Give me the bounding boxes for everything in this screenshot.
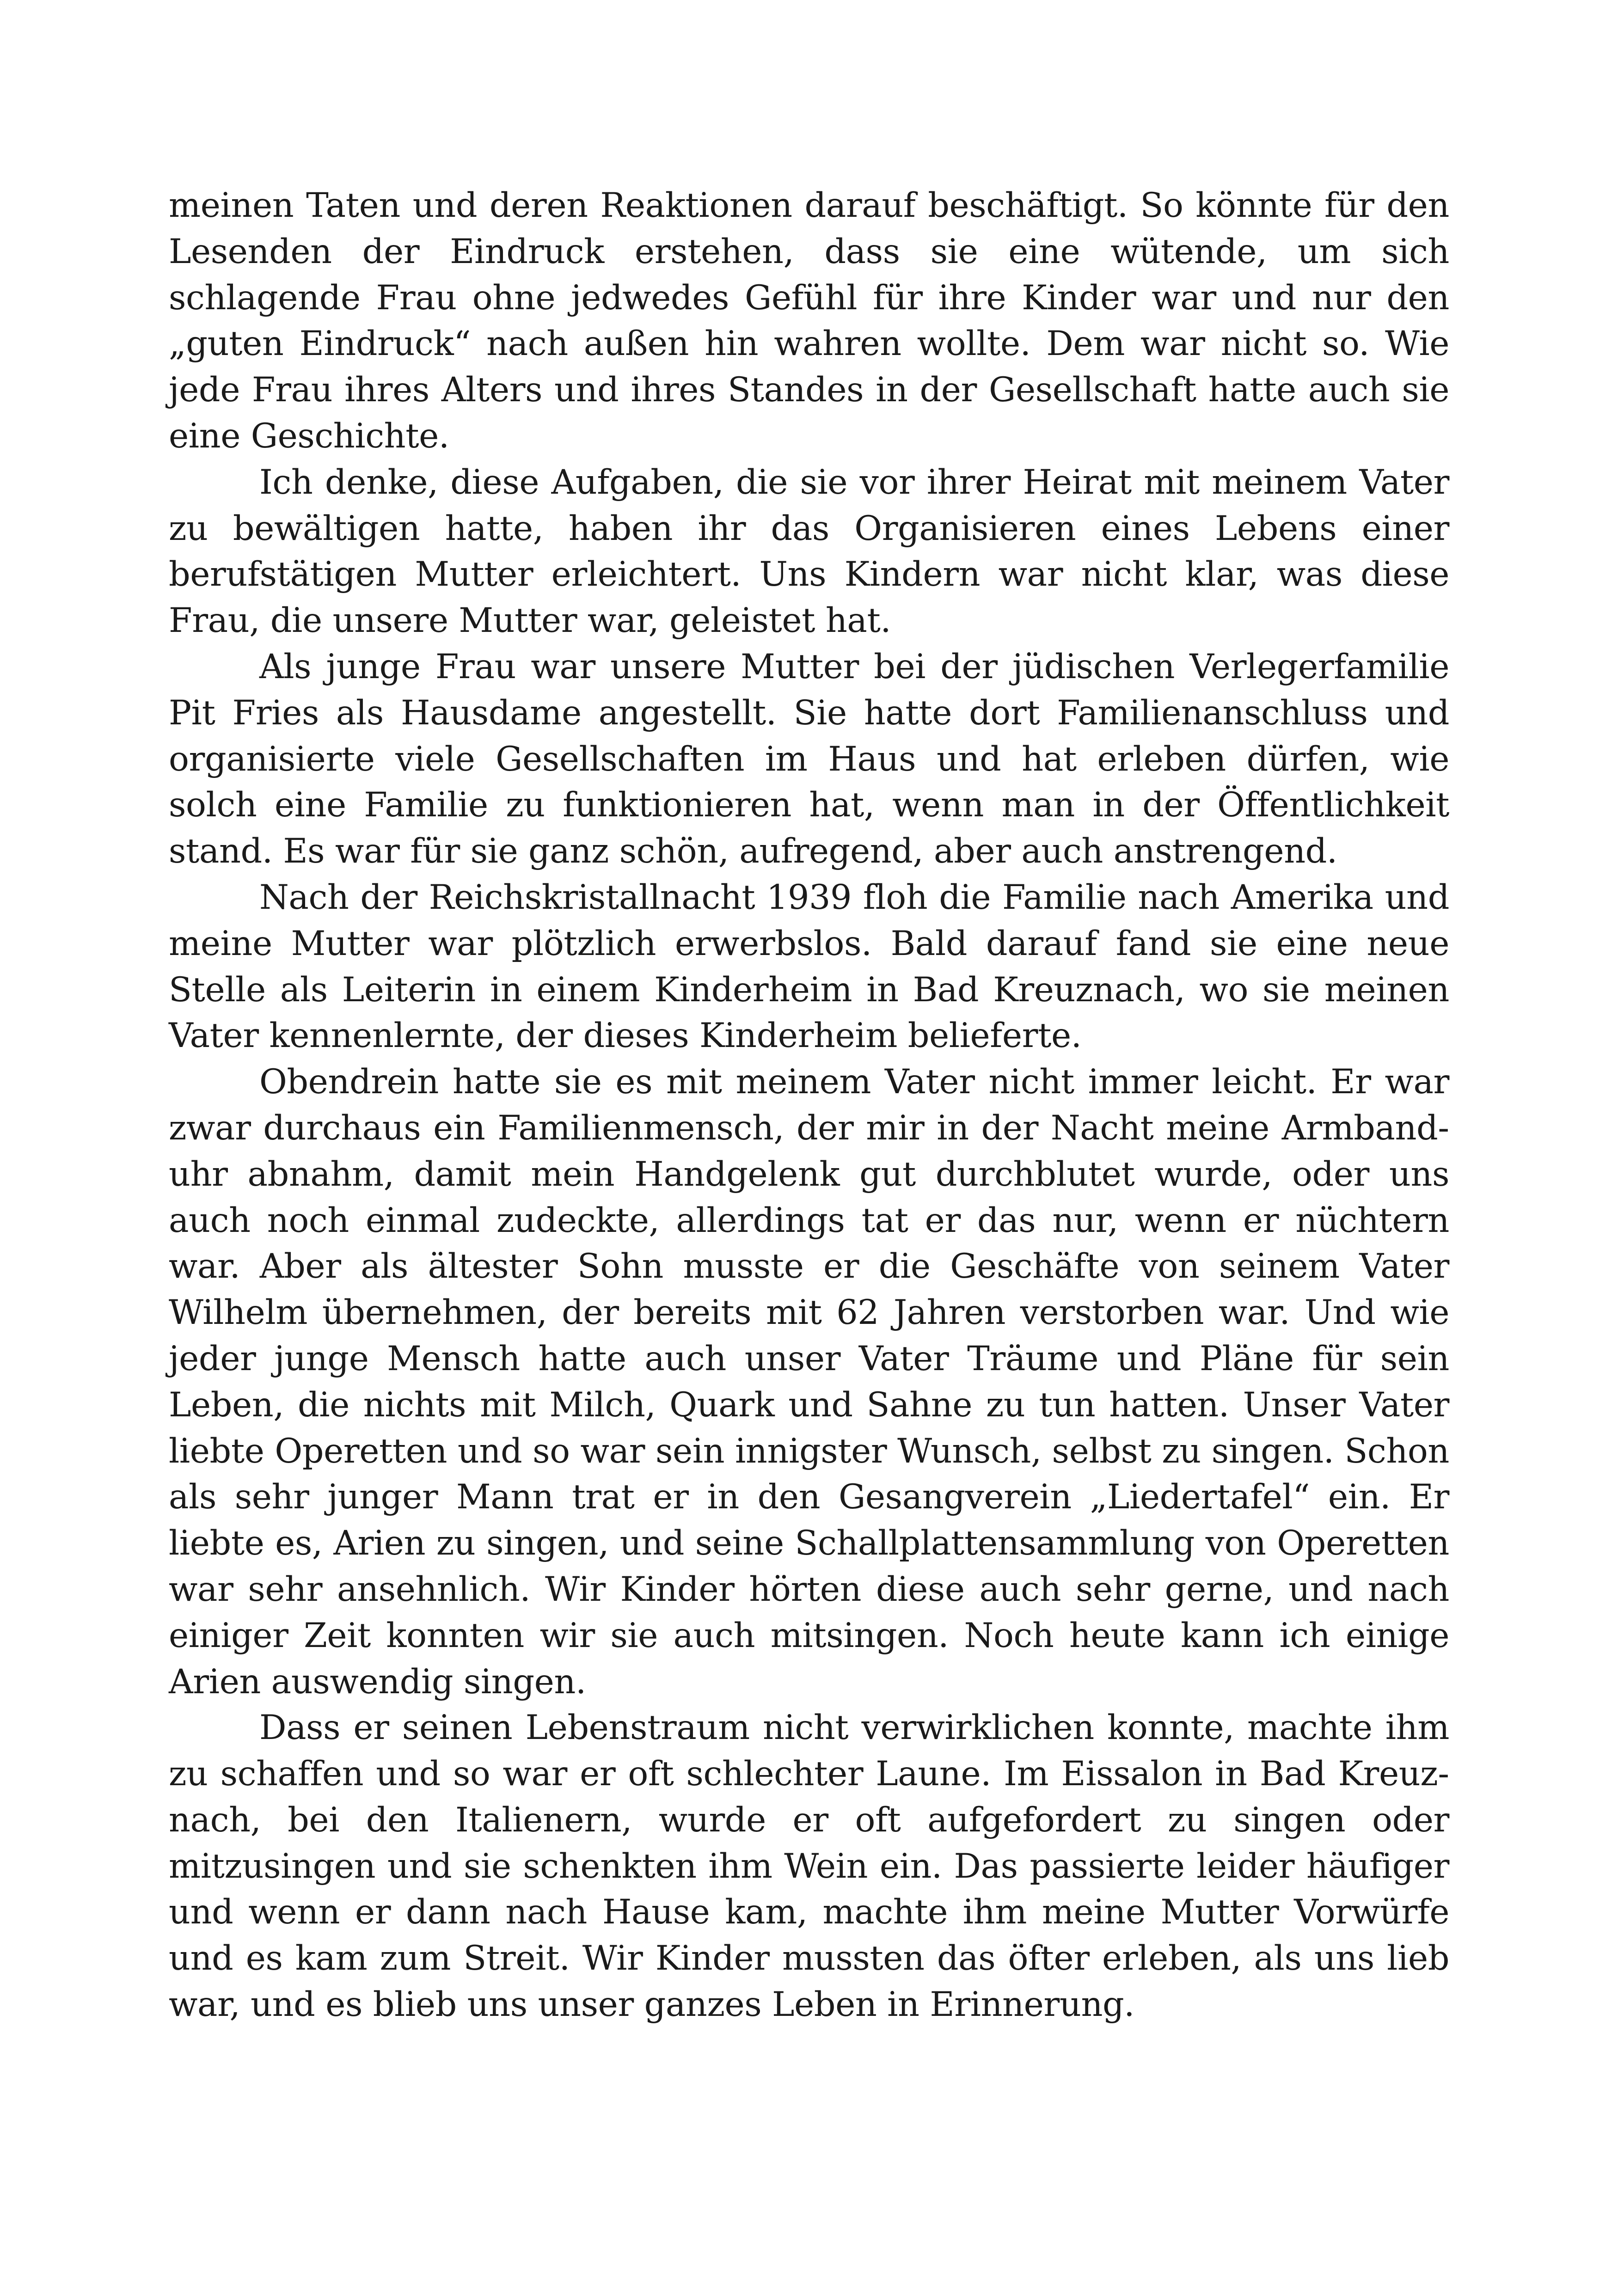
body-text: [169, 183, 1449, 2028]
paragraph-aufgaben: Ich denke, diese Aufgaben, die sie vor ihrer Heirat mit meinem Vater zu bewältigen hatte, haben ihr das Organisieren eines Lebens einer berufstätigen Mutter erleichtert. Uns Kindern war nicht klar, was diese Frau, die unsere Mutter war, geleistet hat.: [169, 462, 1449, 641]
paragraph-reichskristallnacht: Nach der Reichskristallnacht 1939 floh die Familie nach Amerika und meine Mutter war plötzlich erwerbslos. Bald darauf fand sie eine neue Stelle als Leiterin in einem Kinderheim in Bad Kreuznach, wo sie meinen Vater kennenlernte, der dieses Kinderheim belieferte.: [169, 877, 1449, 1056]
paragraph-continuation: meinen Taten und deren Reaktionen darauf beschäftigt. So könnte für den Lesenden der Eindruck erstehen, dass sie eine wütende, um sich schlagende Frau ohne jedwedes Gefühl für ihre Kinder war und nur den „guten Eindruck“ nach außen hin wahren wollte. Dem war nicht so. Wie jede Frau ihres Alters und ihres Standes in der Gesellschaft hatte auch sie eine Geschichte.: [169, 186, 1449, 456]
paragraph-vater: Obendrein hatte sie es mit meinem Vater nicht immer leicht. Er war zwar durchaus ein Familienmensch, der mir in der Nacht meine Armbanduhr abnahm, damit mein Handgelenk gut durchblutet wurde, oder uns auch noch einmal zudeckte, allerdings tat er das nur, wenn er nüchtern war. Aber als ältester Sohn musste er die Geschäfte von seinem Vater Wilhelm übernehmen, der bereits mit 62 Jahren verstorben war. Und wie jeder junge Mensch hatte auch unser Vater Träume und Pläne für sein Leben, die nichts mit Milch, Quark und Sahne zu tun hatten. Unser Vater liebte Operetten und so war sein innigster Wunsch, selbst zu singen. Schon als sehr junger Mann trat er in den Gesangverein „Liedertafel“ ein. Er liebte es, Arien zu singen, und seine Schallplattensammlung von Operetten war sehr ansehnlich. Wir Kinder hörten diese auch sehr gerne, und nach einiger Zeit konnten wir sie auch mitsingen. Noch heute kann ich einige Arien auswendig singen.: [169, 1062, 1449, 1702]
paragraph-hausdame: Als junge Frau war unsere Mutter bei der jüdischen Verlegerfamilie Pit Fries als Hausdame angestellt. Sie hatte dort Familienanschluss und organisierte viele Gesellschaften im Haus und hat erleben dürfen, wie solch eine Familie zu funktionieren hat, wenn man in der Öffentlichkeit stand. Es war für sie ganz schön, aufregend, aber auch anstrengend.: [169, 647, 1449, 871]
paragraph-lebenstraum: Dass er seinen Lebenstraum nicht verwirklichen konnte, machte ihm zu schaffen und so war er oft schlechter Laune. Im Eissalon in Bad Kreuznach, bei den Italienern, wurde er oft aufgefordert zu singen oder mitzusingen und sie schenkten ihm Wein ein. Das passierte leider häufiger und wenn er dann nach Hause kam, machte ihm meine Mutter Vorwürfe und es kam zum Streit. Wir Kinder mussten das öfter erleben, als uns lieb war, und es blieb uns unser ganzes Leben in Erinnerung.: [169, 1708, 1449, 2025]
